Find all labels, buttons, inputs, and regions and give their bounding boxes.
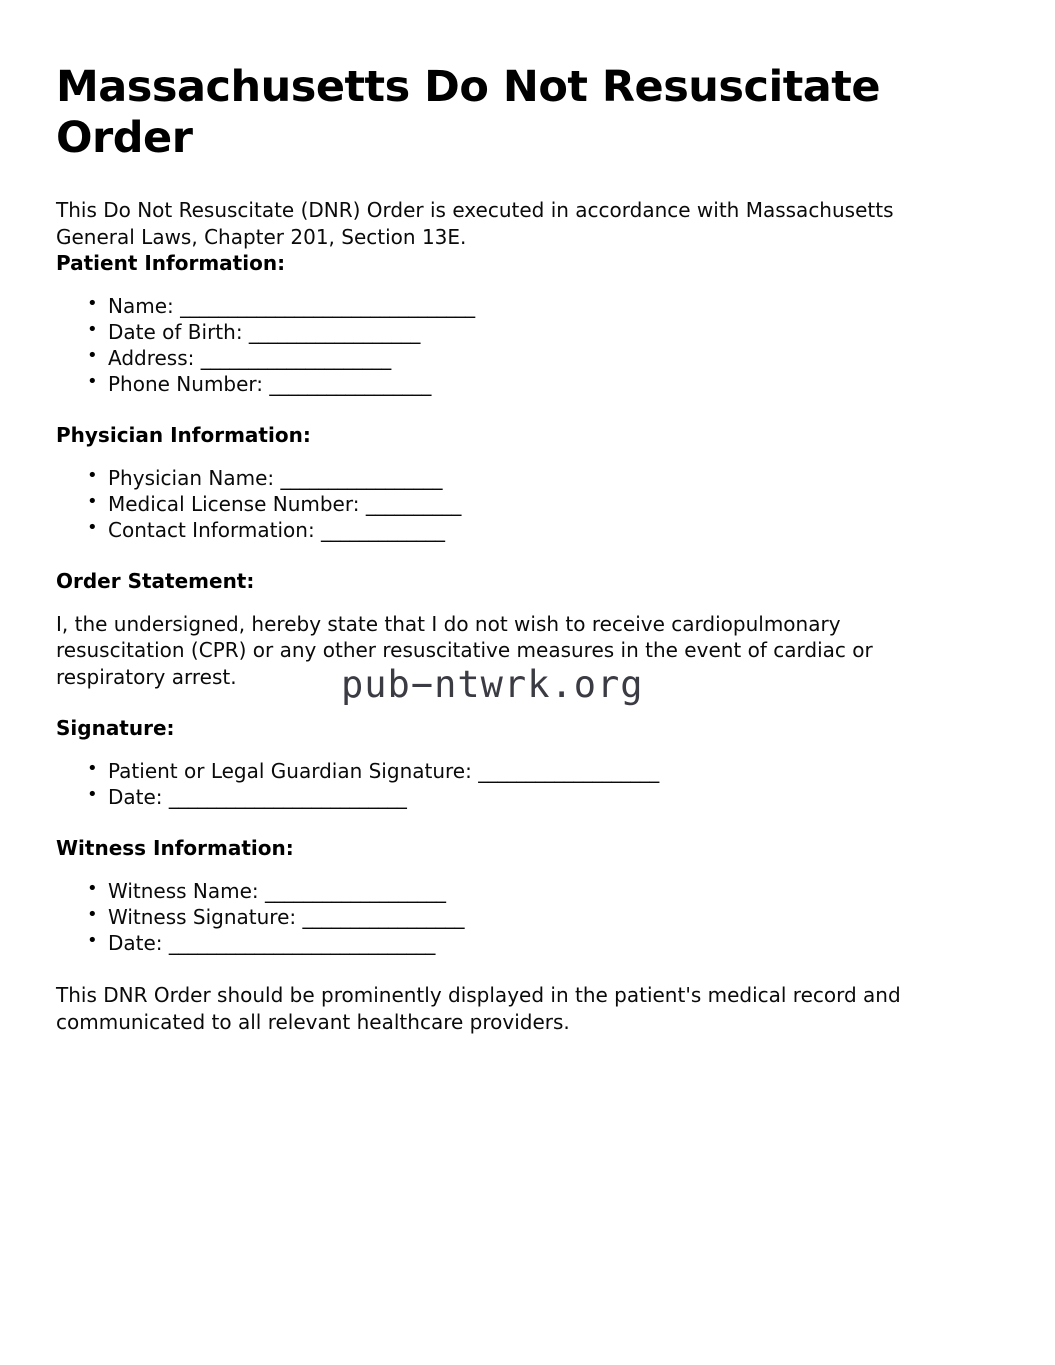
field-blank[interactable]: ___________________: [265, 879, 446, 904]
field-blank[interactable]: ___________________: [478, 759, 659, 784]
field-blank[interactable]: _________________: [280, 465, 442, 490]
list-item: [108, 517, 999, 543]
list-item: [108, 758, 999, 784]
field-label: Phone Number:: [108, 371, 264, 396]
patient-information-field-list: [56, 293, 999, 397]
field-blank[interactable]: _____________: [321, 517, 445, 542]
list-item: [108, 465, 999, 491]
witness-information-field-list: [56, 878, 999, 956]
field-label: Contact Information:: [108, 517, 315, 542]
list-item: [108, 371, 999, 397]
signature-field-list: [56, 758, 999, 810]
field-label: Date:: [108, 931, 163, 956]
list-item: [108, 904, 999, 930]
heading-signature: Signature:: [56, 716, 175, 741]
section-patient-information: [56, 251, 999, 397]
field-label: Witness Signature:: [108, 905, 297, 930]
section-witness-information: [56, 836, 999, 956]
field-label: Physician Name:: [108, 465, 275, 490]
physician-information-field-list: [56, 465, 999, 543]
field-label: Date:: [108, 785, 163, 810]
section-order-statement: [56, 569, 999, 691]
heading-patient-information: Patient Information:: [56, 250, 286, 275]
page-title: Massachusetts Do Not Resuscitate Order: [56, 62, 881, 163]
field-label: Patient or Legal Guardian Signature:: [108, 759, 472, 784]
intro-paragraph: This Do Not Resuscitate (DNR) Order is executed in accordance with Massachusetts General Laws, Chapter 201, Section 13E.: [56, 198, 894, 250]
field-blank[interactable]: _________________: [269, 371, 431, 396]
heading-order-statement: Order Statement:: [56, 568, 255, 593]
field-blank[interactable]: ____________________________: [168, 931, 435, 956]
heading-witness-information: Witness Information:: [56, 836, 294, 861]
order-statement-body: I, the undersigned, hereby state that I do not wish to receive cardiopulmonary resuscitation (CPR) or any other resuscitative measures in the event of cardiac or respiratory arrest.: [56, 611, 873, 689]
heading-physician-information: Physician Information:: [56, 422, 311, 447]
field-label: Date of Birth:: [108, 319, 243, 344]
field-label: Address:: [108, 345, 195, 370]
field-label: Name:: [108, 293, 174, 318]
list-item: [108, 930, 999, 956]
field-blank[interactable]: _________________: [302, 905, 464, 930]
section-physician-information: [56, 423, 999, 543]
list-item: [108, 293, 999, 319]
list-item: [108, 784, 999, 810]
list-item: [108, 319, 999, 345]
field-blank[interactable]: __________: [365, 491, 461, 516]
section-signature: [56, 716, 999, 810]
list-item: [108, 491, 999, 517]
list-item: [108, 345, 999, 371]
closing-paragraph: This DNR Order should be prominently displayed in the patient's medical record and communicated to all relevant healthcare providers.: [56, 983, 901, 1035]
field-blank[interactable]: __________________: [248, 319, 420, 344]
field-blank[interactable]: _______________________________: [180, 293, 475, 318]
list-item: [108, 878, 999, 904]
field-blank[interactable]: _________________________: [168, 785, 407, 810]
field-blank[interactable]: ____________________: [200, 345, 391, 370]
field-label: Witness Name:: [108, 879, 259, 904]
watermark-text: pub−ntwrk.org: [341, 663, 644, 706]
field-label: Medical License Number:: [108, 491, 360, 516]
